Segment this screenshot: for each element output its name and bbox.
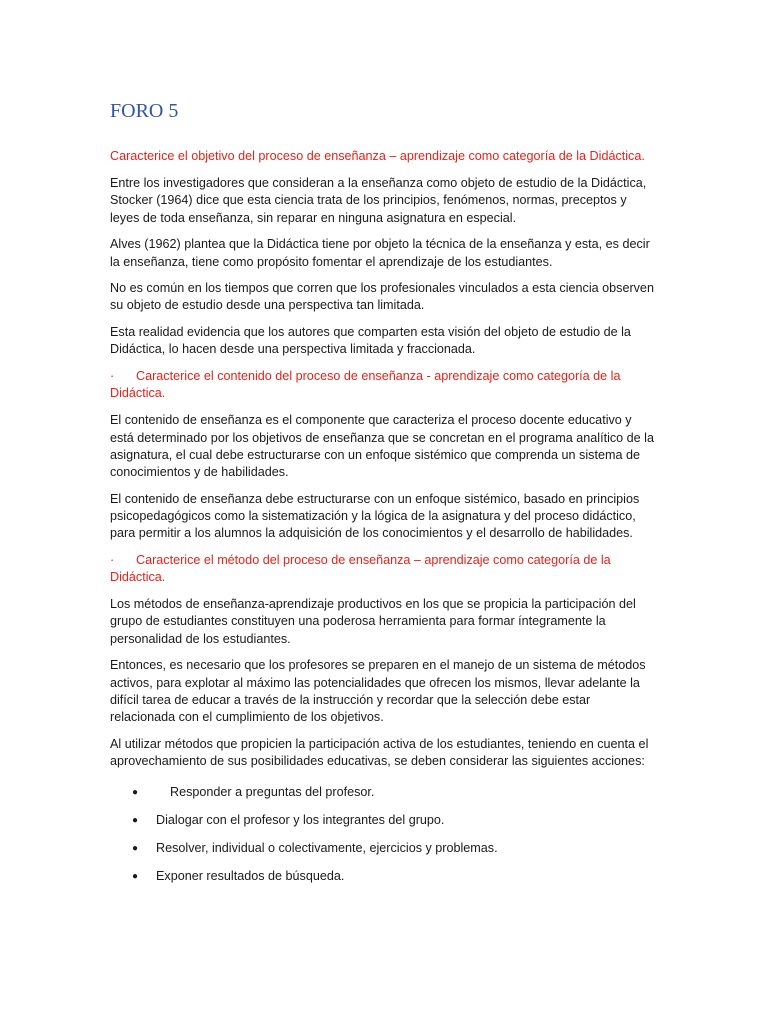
section-heading	[110, 552, 658, 586]
section-metodo	[110, 552, 658, 885]
section-heading-text: Caracterice el objetivo del proceso de enseñanza – aprendizaje como categoría de la Didáctica.	[110, 149, 645, 163]
list-item	[110, 868, 658, 885]
bullet-icon: ●	[132, 843, 139, 855]
bullet-icon: ●	[132, 871, 139, 883]
list-item-text: Responder a preguntas del profesor.	[170, 785, 375, 800]
paragraph: Los métodos de enseñanza-aprendizaje productivos en los que se propicia la participación del grupo de estudiantes constituyen una poderosa herramienta para formar íntegramente la personalidad de los estudiantes.	[110, 597, 636, 646]
list-item	[110, 784, 658, 801]
paragraph: Entonces, es necesario que los profesores se preparen en el manejo de un sistema de métodos activos, para explotar al máximo las potencialidades que ofrecen los mismos, llevar adelante la difícil tarea de educar a través de la instrucción y recordar que la selección debe estar relacionada con el cumplimiento de los objetivos.	[110, 658, 646, 724]
section-heading	[110, 368, 658, 402]
bullet-icon: ●	[132, 815, 139, 827]
document-title: FORO 5	[110, 100, 179, 122]
section-heading-text: Caracterice el contenido del proceso de enseñanza - aprendizaje como categoría de la Didáctica.	[110, 369, 621, 401]
paragraph: El contenido de enseñanza debe estructurarse con un enfoque sistémico, basado en principios psicopedagógicos como la sistematización y la lógica de la asignatura y del proceso didáctico, para permitir a los alumnos la adquisición de los conocimientos y el desarrollo de habilidades.	[110, 491, 640, 541]
document-content	[110, 98, 658, 896]
paragraph: Entre los investigadores que consideran a la enseñanza como objeto de estudio de la Didáctica, Stocker (1964) dice que esta ciencia trata de los principios, fenómenos, normas, preceptos y leyes de toda enseñanza, sin reparar en ninguna asignatura en especial.	[110, 176, 647, 225]
section-heading-text: Caracterice el método del proceso de enseñanza – aprendizaje como categoría de la Didáctica.	[110, 552, 611, 585]
bullet-icon: ●	[132, 787, 139, 799]
list-item	[110, 812, 658, 829]
paragraph: Alves (1962) plantea que la Didáctica tiene por objeto la técnica de la enseñanza y esta, es decir la enseñanza, tiene como propósito fomentar el aprendizaje de los estudiantes.	[110, 237, 650, 269]
section-objetivo	[110, 148, 658, 359]
list-item-text: Exponer resultados de búsqueda.	[156, 869, 345, 884]
list-item	[110, 840, 658, 857]
section-contenido	[110, 368, 658, 542]
paragraph: El contenido de enseñanza es el componente que caracteriza el proceso docente educativo y está determinado por los objetivos de enseñanza que se concretan en el programa analítico de la asignatura, el cual debe estructurarse con un enfoque sistémico que comprenda un sistema de conocimientos y de habilidades.	[110, 413, 654, 480]
actions-list	[110, 784, 658, 885]
list-item-text: Resolver, individual o colectivamente, ejercicios y problemas.	[156, 841, 498, 856]
list-item-text: Dialogar con el profesor y los integrantes del grupo.	[156, 813, 445, 828]
heading-bullet-marker: ·	[110, 369, 115, 384]
heading-bullet-marker: ·	[110, 552, 115, 567]
section-heading	[110, 148, 658, 165]
paragraph: Esta realidad evidencia que los autores que comparten esta visión del objeto de estudio de la Didáctica, lo hacen desde una perspectiva limitada y fraccionada.	[110, 325, 631, 357]
paragraph: No es común en los tiempos que corren que los profesionales vinculados a esta ciencia observen su objeto de estudio desde una perspectiva tan limitada.	[110, 281, 654, 313]
paragraph: Al utilizar métodos que propicien la participación activa de los estudiantes, teniendo en cuenta el aprovechamiento de sus posibilidades educativas, se deben considerar las siguientes acciones:	[110, 736, 649, 768]
